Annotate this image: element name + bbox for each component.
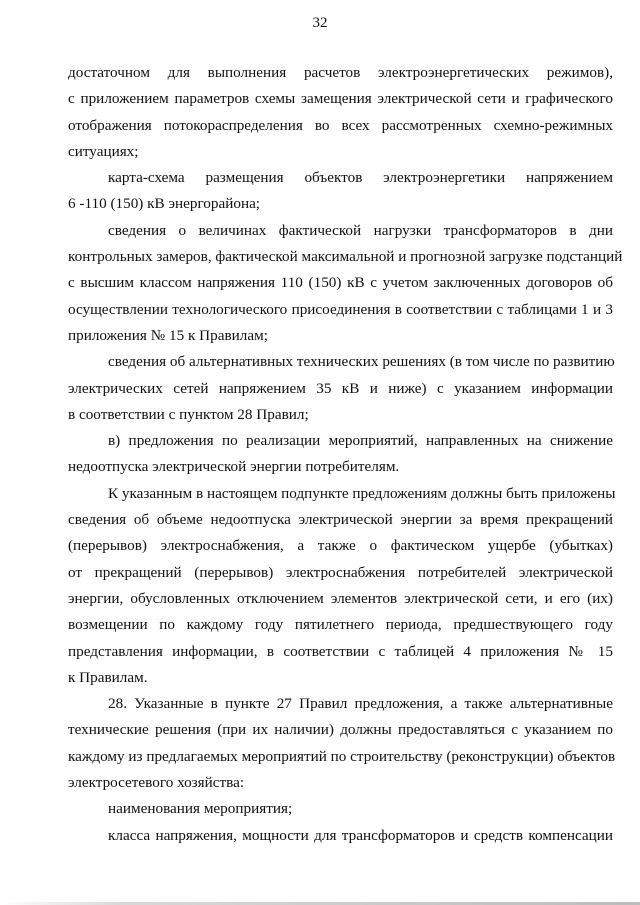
- text-line: карта-схема размещения объектов электроэнергетики напряжением: [108, 169, 613, 187]
- text-line: осуществлении технологического присоединения в соответствии с таблицами 1 и 3: [68, 300, 613, 318]
- text-line: электрических сетей напряжением 35 кВ и ниже) с указанием информации: [68, 379, 613, 397]
- text-line: недоотпуска электрической энергии потребителям.: [68, 458, 400, 476]
- text-line: достаточном для выполнения расчетов электроэнергетических режимов),: [68, 64, 613, 81]
- text-line: технические решения (при их наличии) должны предоставляться с указанием по: [68, 721, 613, 739]
- text-line: от прекращений (перерывов) электроснабжения потребителей электрической: [68, 563, 613, 581]
- text-line: энергии, обусловленных отключением элементов электрической сети, и его (их): [68, 589, 613, 607]
- text-line: с приложением параметров схемы замещения электрической сети и графического: [68, 90, 613, 108]
- document-body: [68, 60, 623, 849]
- text-line: представления информации, в соответствии с таблицей 4 приложения № 15: [68, 642, 613, 660]
- text-line: в) предложения по реализации мероприятий, направленных на снижение: [108, 432, 613, 450]
- text-line: сведения о величинах фактической нагрузки трансформаторов в дни: [108, 221, 613, 239]
- text-line: 28. Указанные в пункте 27 Правил предложения, а также альтернативные: [108, 695, 613, 713]
- text-line: К указанным в настоящем подпункте предложениям должны быть приложены: [108, 484, 616, 502]
- text-line: ситуациях;: [68, 142, 139, 160]
- text-line: электросетевого хозяйства:: [68, 774, 245, 792]
- text-line: в соответствии с пунктом 28 Правил;: [68, 405, 309, 423]
- text-line: сведения об альтернативных технических решениях (в том числе по развитию: [108, 353, 615, 371]
- text-line: приложения № 15 к Правилам;: [68, 326, 268, 344]
- text-line: каждому из предлагаемых мероприятий по строительству (реконструкции) объектов: [68, 747, 616, 765]
- text-line: 6 -110 (150) кВ энергорайона;: [68, 195, 261, 213]
- text-line: сведения об объеме недоотпуска электрической энергии за время прекращений: [68, 511, 613, 529]
- text-line: класса напряжения, мощности для трансформаторов и средств компенсации: [108, 826, 613, 844]
- text-line: возмещении по каждому году пятилетнего периода, предшествующего году: [68, 616, 613, 634]
- text-line: к Правилам.: [68, 668, 148, 686]
- text-line: отображения потокораспределения во всех рассмотренных схемно-режимных: [68, 116, 613, 134]
- text-line: с высшим классом напряжения 110 (150) кВ с учетом заключенных договоров об: [68, 274, 613, 292]
- text-line: наименования мероприятия;: [108, 800, 293, 818]
- text-line: контрольных замеров, фактической максимальной и прогнозной загрузке подстанций: [68, 248, 623, 266]
- page-number: 32: [312, 15, 328, 31]
- text-line: (перерывов) электроснабжения, а также о фактическом ущербе (убытках): [68, 537, 613, 555]
